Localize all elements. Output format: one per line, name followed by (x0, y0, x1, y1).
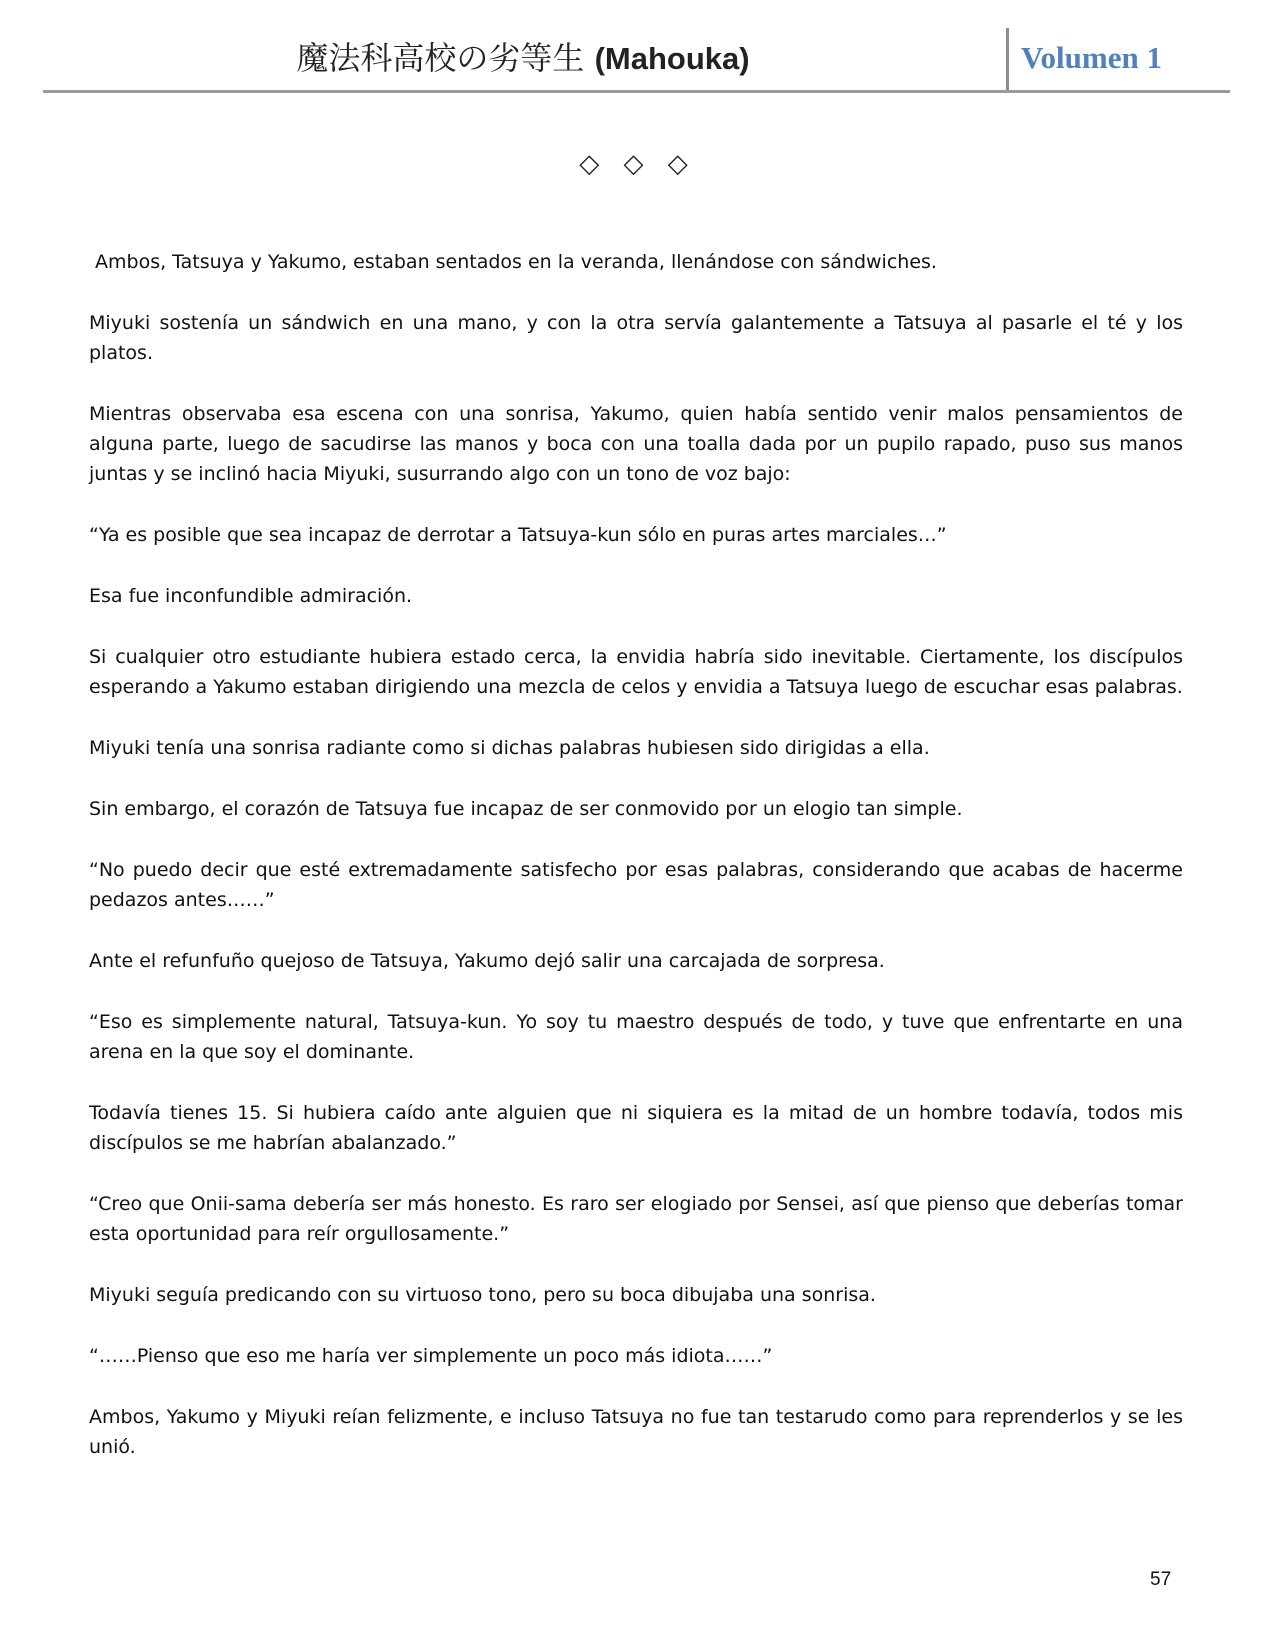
scene-break-diamonds: ◇ ◇ ◇ (579, 149, 696, 179)
paragraph: Ante el refunfuño quejoso de Tatsuya, Yakumo dejó salir una carcajada de sorpresa. (89, 950, 885, 972)
paragraph: Si cualquier otro estudiante hubiera estado cerca, la envidia habría sido inevitable. Ciertamente, los discípulos esperando a Yakumo estaban dirigiendo una mezcla de celos y envidia a Tatsuya luego de escuchar esas palabras. (89, 646, 1183, 698)
volume-label: Volumen 1 (1021, 40, 1162, 75)
book-title (43, 38, 1003, 79)
paragraph: “……Pienso que eso me haría ver simplemente un poco más idiota……” (89, 1345, 773, 1367)
paragraph: Todavía tienes 15. Si hubiera caído ante alguien que ni siquiera es la mitad de un hombre todavía, todos mis discípulos se me habrían abalanzado.” (89, 1102, 1183, 1154)
header-divider (1006, 28, 1009, 90)
page-number: 57 (1150, 1569, 1172, 1590)
paragraph: “Creo que Onii-sama debería ser más honesto. Es raro ser elogiado por Sensei, así que pienso que deberías tomar esta oportunidad para reír orgullosamente.” (89, 1193, 1183, 1245)
paragraph: Miyuki tenía una sonrisa radiante como si dichas palabras hubiesen sido dirigidas a ella. (89, 737, 930, 759)
paragraph: Ambos, Yakumo y Miyuki reían felizmente, e incluso Tatsuya no fue tan testarudo como para reprenderlos y se les unió. (89, 1406, 1183, 1458)
book-title-japanese: 魔法科高校の劣等生 (296, 39, 585, 77)
paragraph: Sin embargo, el corazón de Tatsuya fue incapaz de ser conmovido por un elogio tan simple. (89, 798, 963, 820)
body-text (89, 247, 1183, 1493)
book-title-latin: (Mahouka) (594, 41, 750, 76)
paragraph: Miyuki seguía predicando con su virtuoso tono, pero su boca dibujaba una sonrisa. (89, 1284, 876, 1306)
paragraph: Miyuki sostenía un sándwich en una mano, y con la otra servía galantemente a Tatsuya al pasarle el té y los platos. (89, 312, 1183, 364)
paragraph: Mientras observaba esa escena con una sonrisa, Yakumo, quien había sentido venir malos pensamientos de alguna parte, luego de sacudirse las manos y boca con una toalla dada por un pupilo rapado, puso sus manos juntas y se inclinó hacia Miyuki, susurrando algo con un tono de voz bajo: (89, 403, 1183, 485)
paragraph: Ambos, Tatsuya y Yakumo, estaban sentados en la veranda, llenándose con sándwiches. (95, 251, 937, 273)
paragraph: “Eso es simplemente natural, Tatsuya-kun. Yo soy tu maestro después de todo, y tuve que enfrentarte en una arena en la que soy el dominante. (89, 1011, 1183, 1063)
paragraph: “No puedo decir que esté extremadamente satisfecho por esas palabras, considerando que acabas de hacerme pedazos antes……” (89, 859, 1183, 911)
page-header (43, 28, 1230, 93)
paragraph: “Ya es posible que sea incapaz de derrotar a Tatsuya-kun sólo en puras artes marciales…” (89, 524, 947, 546)
paragraph: Esa fue inconfundible admiración. (89, 585, 413, 607)
